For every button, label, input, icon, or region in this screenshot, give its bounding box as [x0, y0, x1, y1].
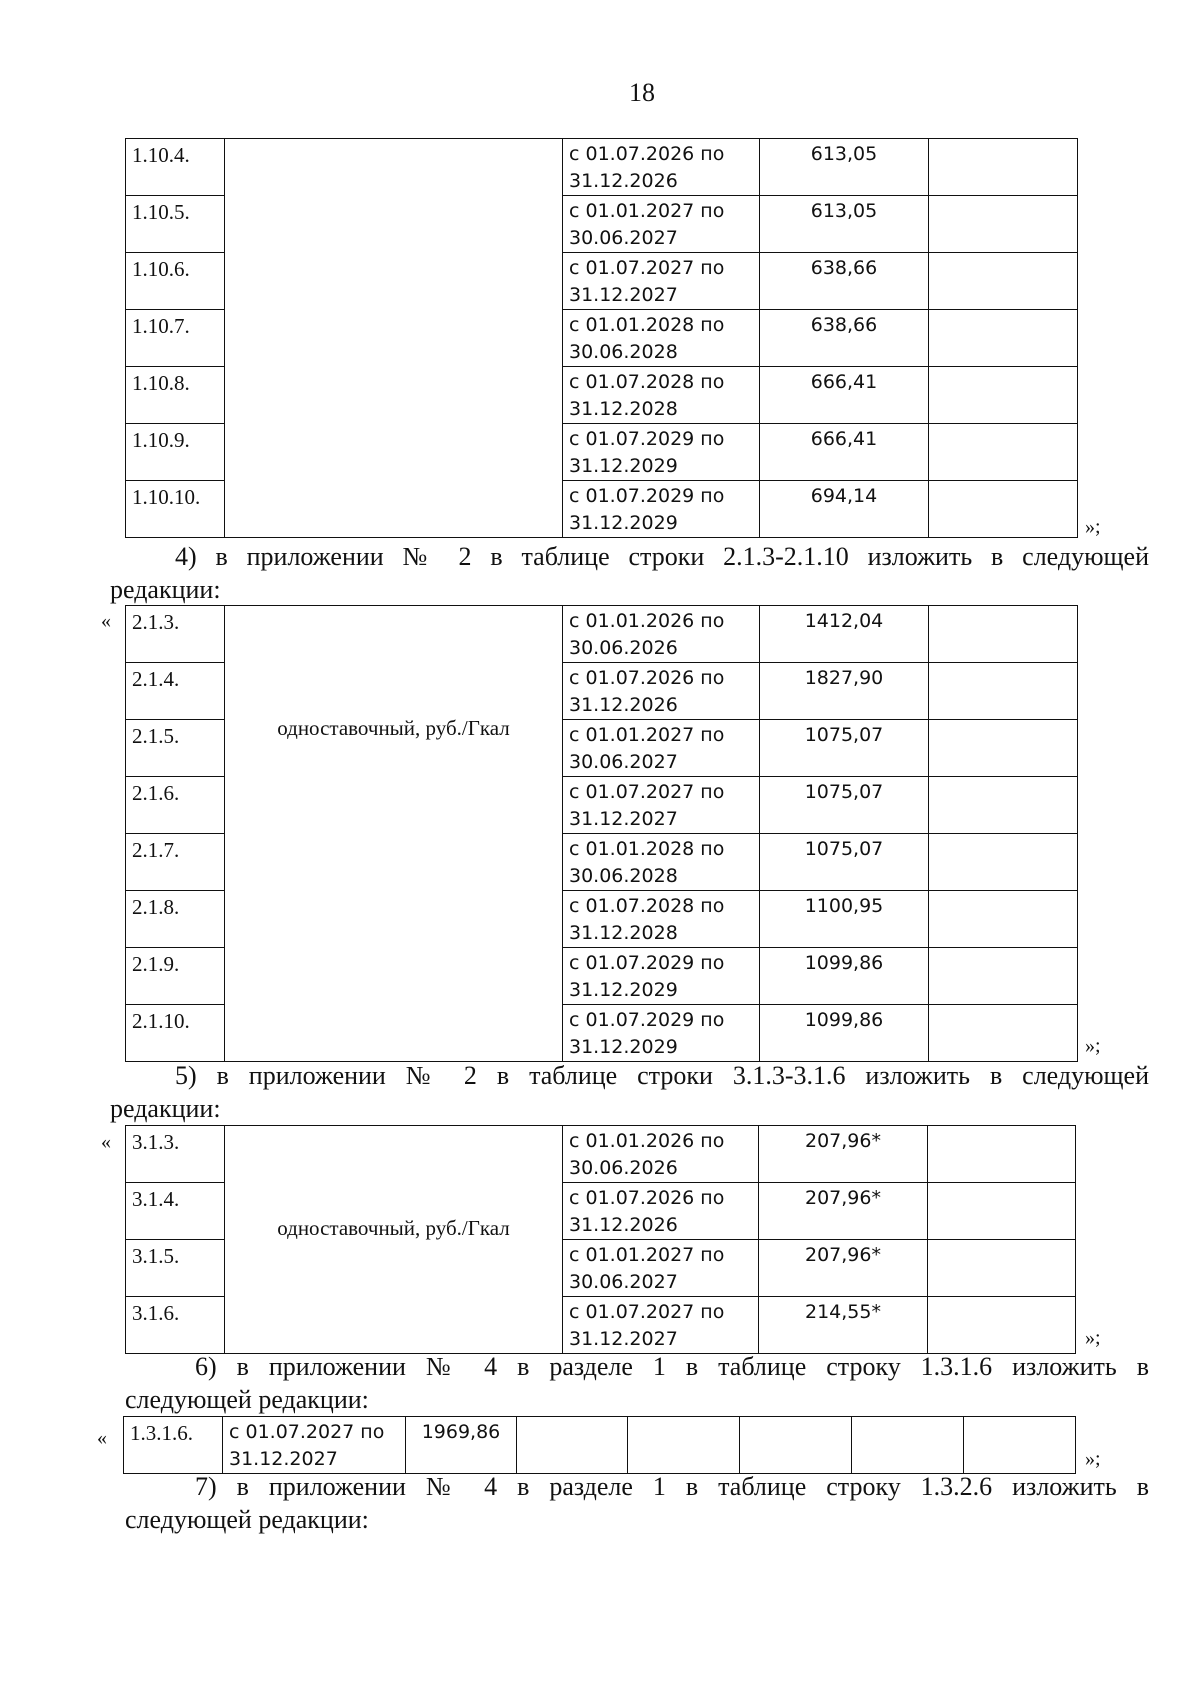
empty-cell	[929, 777, 1078, 834]
row-period: с 01.07.2029 по 31.12.2029	[563, 424, 760, 481]
empty-cell	[928, 1297, 1076, 1354]
empty-cell	[517, 1417, 628, 1474]
row-code: 1.10.4.	[126, 139, 225, 196]
row-value: 638,66	[760, 310, 929, 367]
closing-quote: »;	[1085, 1035, 1101, 1057]
table-4-body	[124, 1417, 1076, 1474]
paragraph-5-line-1: 5) в приложении № 2 в таблице строки 3.1.3-3.1.6 изложить в следующей	[175, 1061, 1149, 1090]
row-value: 1075,07	[760, 720, 929, 777]
row-value: 1099,86	[760, 1005, 929, 1062]
paragraph-4-line-1: 4) в приложении № 2 в таблице строки 2.1.3-2.1.10 изложить в следующей	[175, 542, 1149, 571]
row-value: 1412,04	[760, 606, 929, 663]
paragraph-7-line-1: 7) в приложении № 4 в разделе 1 в таблице строку 1.3.2.6 изложить в	[195, 1472, 1149, 1501]
empty-cell	[929, 1005, 1078, 1062]
tariff-type-cell: одноставочный, руб./Гкал	[225, 1126, 563, 1354]
row-code: 3.1.3.	[126, 1126, 225, 1183]
row-code: 1.10.7.	[126, 310, 225, 367]
opening-quote: «	[101, 610, 111, 632]
row-code: 2.1.6.	[126, 777, 225, 834]
row-code: 2.1.5.	[126, 720, 225, 777]
empty-cell	[929, 481, 1078, 538]
row-period: с 01.07.2027 по 31.12.2027	[563, 777, 760, 834]
empty-cell	[929, 310, 1078, 367]
table-row	[124, 1417, 1076, 1474]
empty-cell	[929, 948, 1078, 1005]
row-code: 2.1.3.	[126, 606, 225, 663]
row-value: 666,41	[760, 424, 929, 481]
row-period: с 01.01.2027 по 30.06.2027	[563, 1240, 759, 1297]
table-3-body	[126, 1126, 1076, 1354]
empty-cell	[929, 720, 1078, 777]
tariff-table-3	[125, 1125, 1076, 1354]
row-code: 1.10.8.	[126, 367, 225, 424]
empty-cell	[929, 891, 1078, 948]
row-value: 694,14	[760, 481, 929, 538]
row-period: с 01.01.2027 по 30.06.2027	[563, 196, 760, 253]
empty-cell	[628, 1417, 740, 1474]
empty-cell	[928, 1126, 1076, 1183]
paragraph-7-line-2: следующей редакции:	[125, 1505, 369, 1534]
row-period: с 01.01.2027 по 30.06.2027	[563, 720, 760, 777]
empty-cell	[929, 663, 1078, 720]
empty-cell	[929, 367, 1078, 424]
row-code: 3.1.5.	[126, 1240, 225, 1297]
row-value: 613,05	[760, 196, 929, 253]
tariff-table-2	[125, 605, 1078, 1062]
row-value: 666,41	[760, 367, 929, 424]
page-number: 18	[629, 78, 655, 107]
row-period: с 01.07.2027 по 31.12.2027	[223, 1417, 406, 1474]
row-value: 207,96*	[759, 1240, 928, 1297]
table-1-body	[126, 139, 1078, 538]
row-value: 207,96*	[759, 1183, 928, 1240]
row-period: с 01.01.2026 по 30.06.2026	[563, 606, 760, 663]
row-code: 1.3.1.6.	[124, 1417, 223, 1474]
row-period: с 01.07.2029 по 31.12.2029	[563, 1005, 760, 1062]
table-row	[126, 606, 1078, 663]
row-value: 207,96*	[759, 1126, 928, 1183]
row-code: 2.1.4.	[126, 663, 225, 720]
table-row	[126, 1126, 1076, 1183]
opening-quote: «	[101, 1131, 111, 1153]
row-period: с 01.01.2026 по 30.06.2026	[563, 1126, 759, 1183]
row-value: 1075,07	[760, 834, 929, 891]
row-period: с 01.01.2028 по 30.06.2028	[563, 310, 760, 367]
empty-cell	[929, 834, 1078, 891]
row-period: с 01.07.2026 по 31.12.2026	[563, 139, 760, 196]
tariff-table-4	[123, 1416, 1076, 1474]
row-code: 3.1.4.	[126, 1183, 225, 1240]
paragraph-5-line-2: редакции:	[110, 1094, 221, 1123]
table-2-body	[126, 606, 1078, 1062]
closing-quote: »;	[1085, 516, 1101, 538]
empty-cell	[929, 424, 1078, 481]
row-period: с 01.07.2026 по 31.12.2026	[563, 663, 760, 720]
merged-empty-cell	[225, 139, 563, 538]
row-code: 2.1.7.	[126, 834, 225, 891]
empty-cell	[964, 1417, 1076, 1474]
row-period: с 01.07.2026 по 31.12.2026	[563, 1183, 759, 1240]
closing-quote: »;	[1085, 1448, 1101, 1470]
paragraph-6-line-2: следующей редакции:	[125, 1385, 369, 1414]
row-period: с 01.07.2029 по 31.12.2029	[563, 948, 760, 1005]
row-period: с 01.07.2028 по 31.12.2028	[563, 367, 760, 424]
row-value: 1969,86	[406, 1417, 517, 1474]
row-value: 1827,90	[760, 663, 929, 720]
paragraph-6-line-1: 6) в приложении № 4 в разделе 1 в таблице строку 1.3.1.6 изложить в	[195, 1352, 1149, 1381]
closing-quote: »;	[1085, 1327, 1101, 1349]
row-value: 1099,86	[760, 948, 929, 1005]
empty-cell	[852, 1417, 964, 1474]
row-code: 2.1.8.	[126, 891, 225, 948]
empty-cell	[740, 1417, 852, 1474]
opening-quote: «	[97, 1427, 107, 1449]
row-period: с 01.07.2027 по 31.12.2027	[563, 1297, 759, 1354]
row-value: 214,55*	[759, 1297, 928, 1354]
row-value: 1100,95	[760, 891, 929, 948]
row-period: с 01.01.2028 по 30.06.2028	[563, 834, 760, 891]
row-period: с 01.07.2028 по 31.12.2028	[563, 891, 760, 948]
row-code: 1.10.5.	[126, 196, 225, 253]
empty-cell	[928, 1240, 1076, 1297]
row-code: 2.1.9.	[126, 948, 225, 1005]
row-code: 1.10.6.	[126, 253, 225, 310]
row-code: 2.1.10.	[126, 1005, 225, 1062]
row-code: 1.10.9.	[126, 424, 225, 481]
table-row	[126, 139, 1078, 196]
row-code: 3.1.6.	[126, 1297, 225, 1354]
paragraph-4-line-2: редакции:	[110, 575, 221, 604]
empty-cell	[929, 253, 1078, 310]
row-value: 638,66	[760, 253, 929, 310]
row-value: 613,05	[760, 139, 929, 196]
row-period: с 01.07.2029 по 31.12.2029	[563, 481, 760, 538]
empty-cell	[929, 196, 1078, 253]
tariff-type-cell: одноставочный, руб./Гкал	[225, 606, 563, 1062]
row-code: 1.10.10.	[126, 481, 225, 538]
row-period: с 01.07.2027 по 31.12.2027	[563, 253, 760, 310]
empty-cell	[928, 1183, 1076, 1240]
row-value: 1075,07	[760, 777, 929, 834]
empty-cell	[929, 606, 1078, 663]
tariff-table-1	[125, 138, 1078, 538]
empty-cell	[929, 139, 1078, 196]
